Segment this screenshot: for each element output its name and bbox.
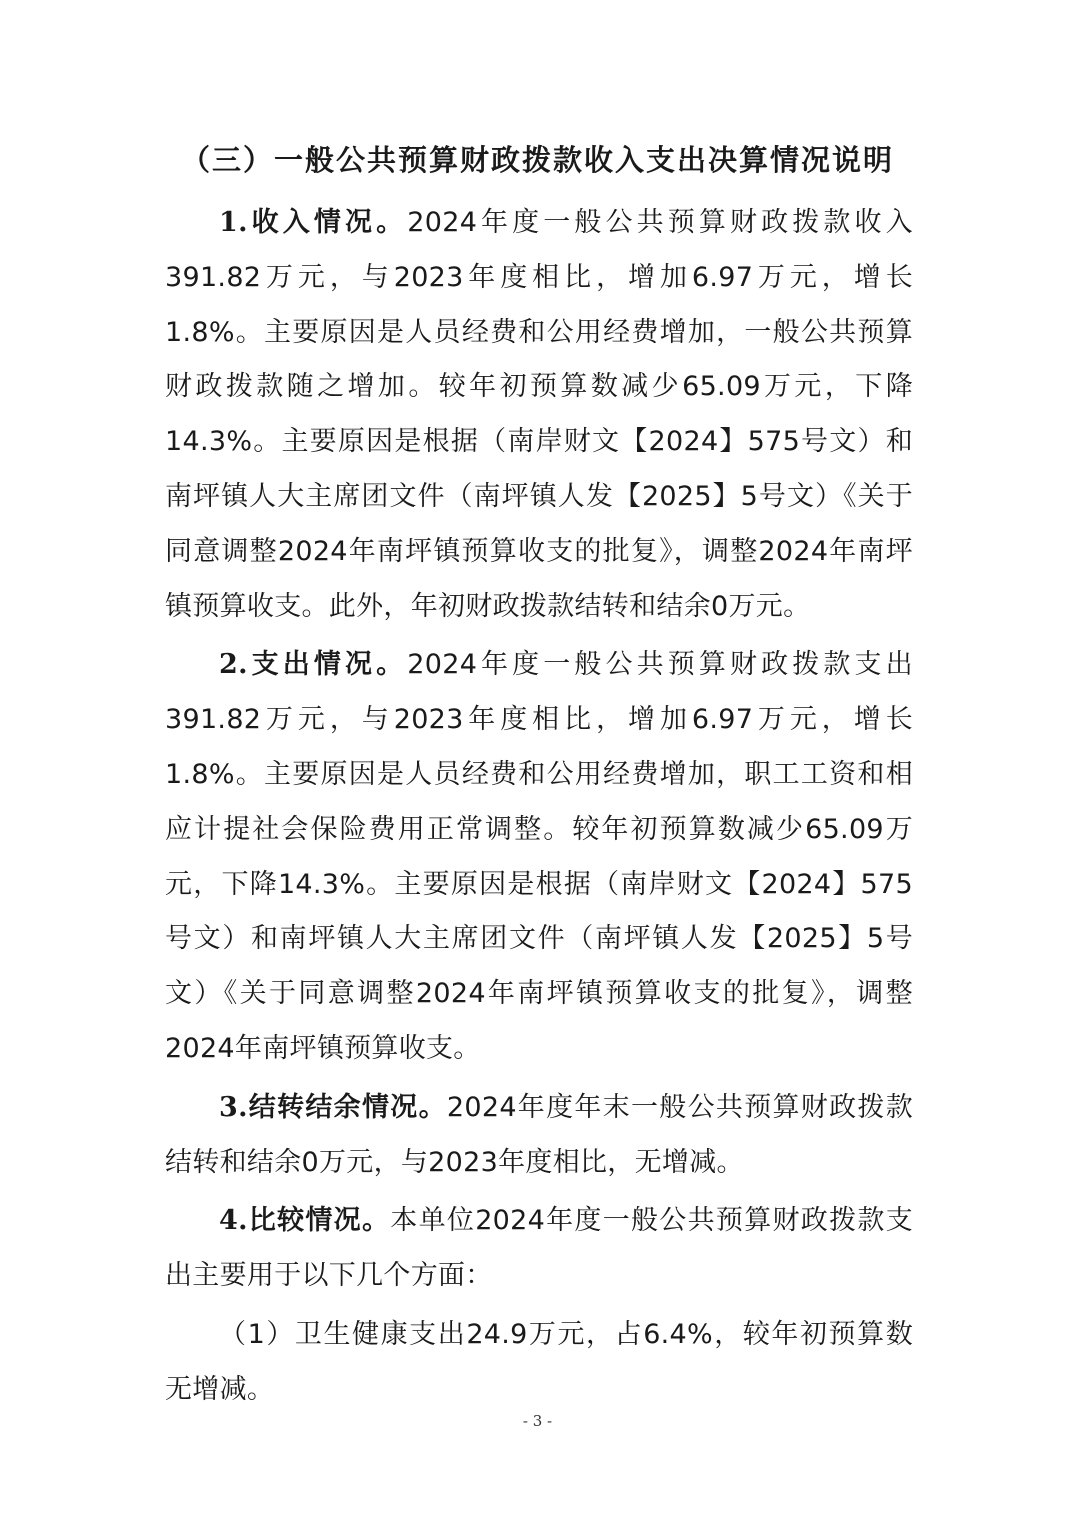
paragraph-text: 2024年度一般公共预算财政拨款收入391.82万元，与2023年度相比，增加6.97万元，增长1.8%。主要原因是人员经费和公用经费增加，一般公共预算财政拨款随之增加。较年初预算数减少65.09万元，下降14.3%。主要原因是根据（南岸财文【2024】575号文）和南坪镇人大主席团文件（南坪镇人发【2025】5号文）《关于同意调整2024年南坪镇预算收支的批复》，调整2024年南坪镇预算收支。此外，年初财政拨款结转和结余0万元。	[165, 207, 913, 622]
paragraph-lead: 4.比较情况。	[219, 1205, 391, 1237]
paragraph-lead: 3.结转结余情况。	[219, 1091, 447, 1123]
paragraph-text: 2024年度一般公共预算财政拨款支出391.82万元，与2023年度相比，增加6.97万元，增长1.8%。主要原因是人员经费和公用经费增加，职工工资和相应计提社会保险费用正常调整。较年初预算数减少65.09万元，下降14.3%。主要原因是根据（南岸财文【2024】575号文）和南坪镇人大主席团文件（南坪镇人发【2025】5号文）《关于同意调整2024年南坪镇预算收支的批复》，调整2024年南坪镇预算收支。	[165, 649, 913, 1064]
section-title: （三）一般公共预算财政拨款收入支出决算情况说明	[180, 143, 894, 177]
paragraph-lead: 1.收入情况。	[219, 207, 408, 238]
paragraph-carryover	[165, 1081, 913, 1191]
document-body	[165, 196, 913, 1418]
paragraph-text: 本单位2024年度一般公共预算财政拨款支出主要用于以下几个方面：	[165, 1205, 913, 1292]
paragraph-item-health	[165, 1308, 913, 1418]
paragraph-comparison	[165, 1194, 913, 1304]
paragraph-text: （1）卫生健康支出24.9万元，占6.4%，较年初预算数无增减。	[165, 1318, 913, 1405]
paragraph-expenditure	[165, 638, 913, 1076]
page-number: - 3 -	[522, 1412, 553, 1430]
paragraph-text: 2024年度年末一般公共预算财政拨款结转和结余0万元，与2023年度相比，无增减。	[165, 1091, 913, 1178]
paragraph-income	[165, 196, 913, 634]
paragraph-lead: 2.支出情况。	[219, 649, 408, 681]
